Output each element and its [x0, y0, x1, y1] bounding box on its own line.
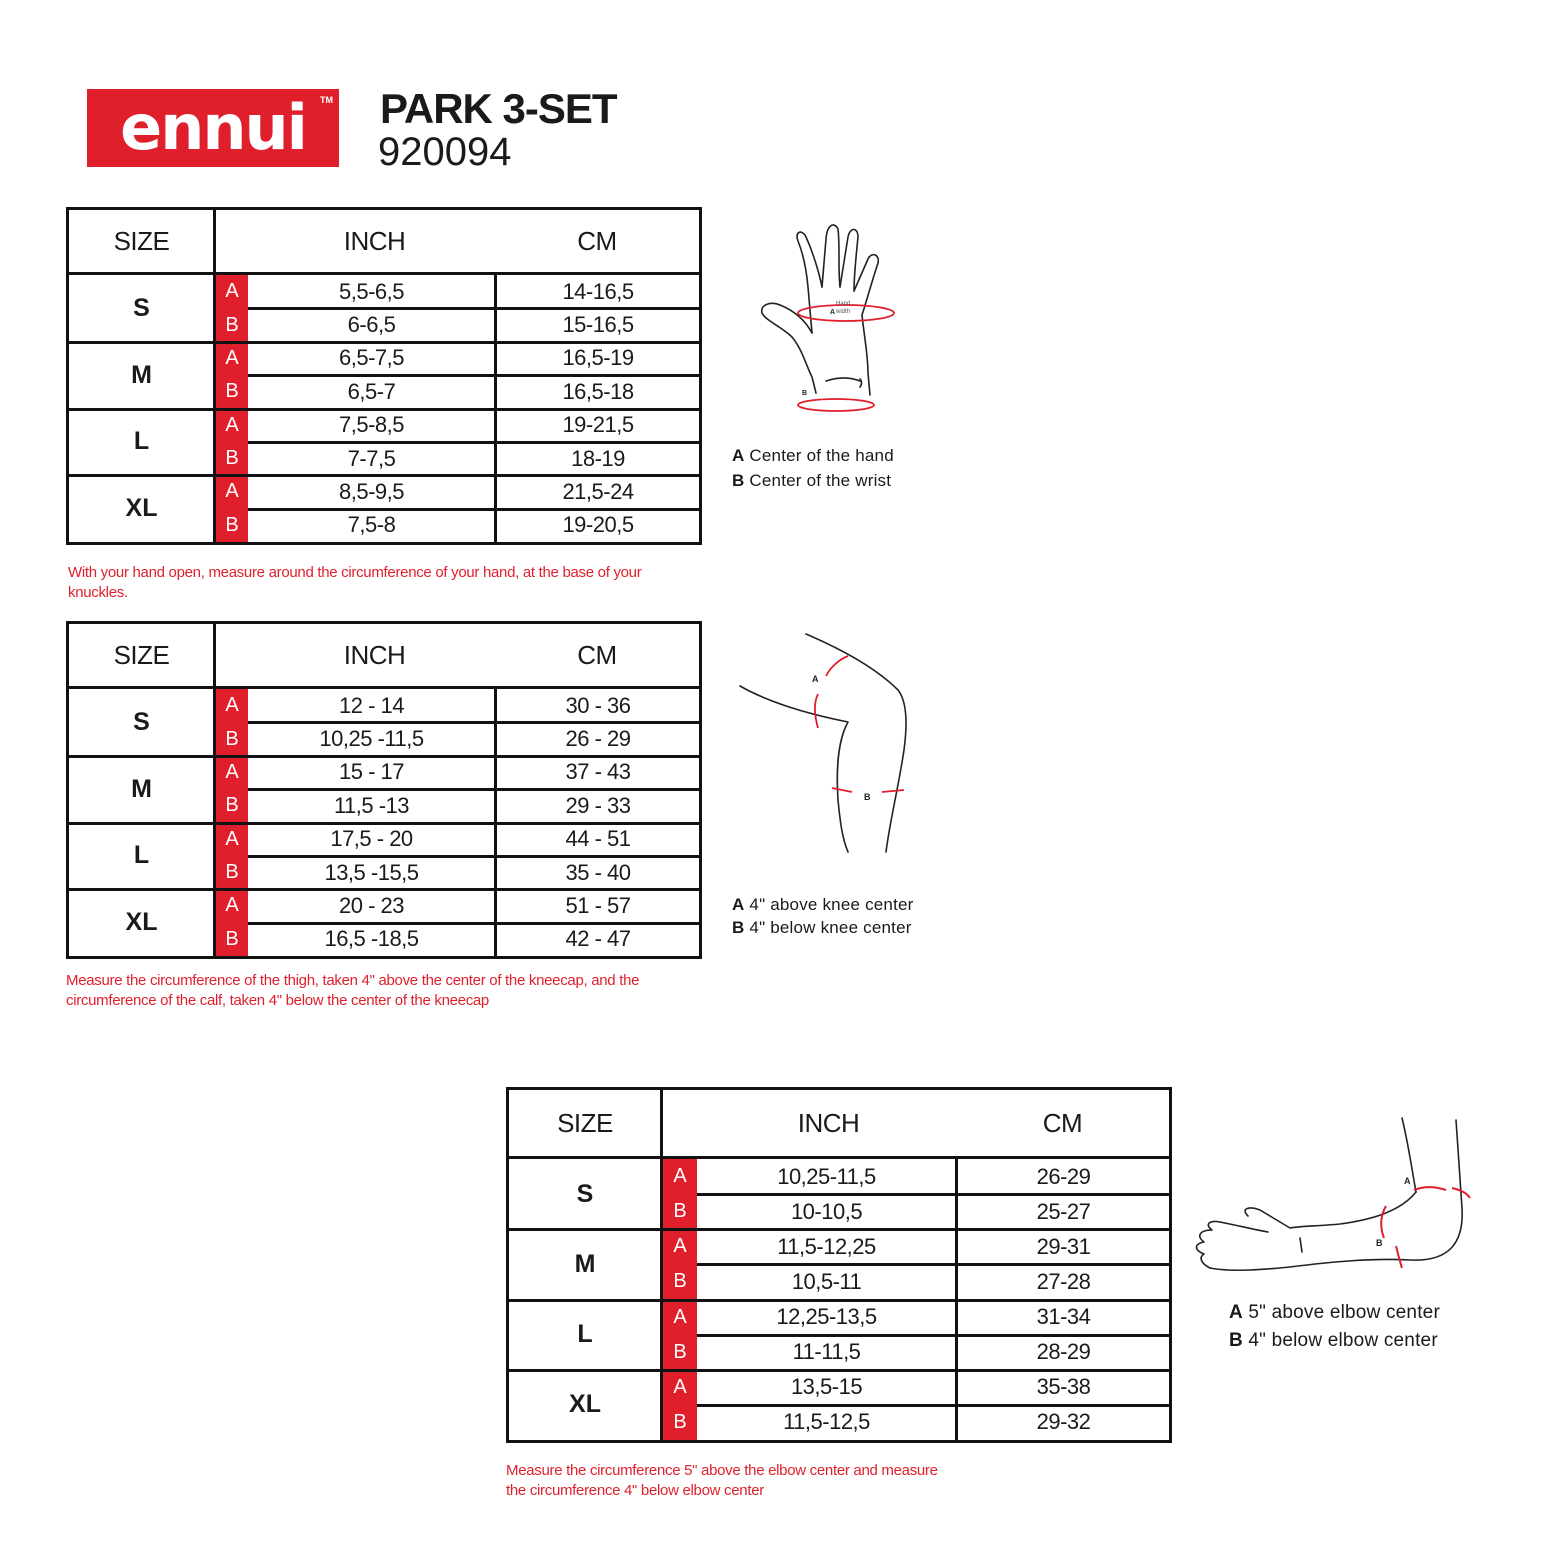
inch-value-b: 7-7,5 [347, 445, 396, 471]
inch-value-a: 5,5-6,5 [339, 278, 404, 304]
glove-legend [732, 443, 894, 493]
measure-key-b: B [673, 1270, 687, 1293]
knee-illustration [738, 630, 918, 855]
inch-value-b: 10,5-11 [791, 1268, 862, 1294]
header-inch: INCH [343, 225, 406, 256]
hand-text-label-1: Hand [836, 301, 851, 307]
elbow-measure-note: Measure the circumference 5" above the elbow center and measure the circumference 4" below elbow center [506, 1462, 938, 1499]
size-label: M [131, 774, 152, 803]
size-label: M [574, 1249, 596, 1278]
inch-value-a: 6,5-7,5 [339, 345, 404, 371]
hand-text-label-2: width [836, 309, 851, 315]
header-cm: CM [577, 639, 617, 670]
size-label: M [131, 360, 152, 389]
legend-item-b: B 4" below elbow center [1229, 1330, 1438, 1351]
hand-wrist-illustration [750, 215, 910, 420]
inch-value-a: 11,5-12,25 [777, 1233, 876, 1259]
size-label: S [576, 1179, 594, 1208]
measure-key-a: A [673, 1305, 687, 1328]
row-divider [248, 508, 699, 511]
inch-value-b: 11,5-12,5 [783, 1409, 870, 1435]
inch-value-a: 12,25-13,5 [776, 1304, 877, 1330]
inch-value-a: 7,5-8,5 [339, 412, 404, 438]
measure-key-b: B [225, 380, 239, 403]
measure-key-b: B [673, 1200, 687, 1223]
measure-key-a: A [673, 1235, 687, 1258]
cm-value-a: 51 - 57 [565, 892, 631, 918]
inch-value-b: 6,5-7 [347, 378, 396, 404]
inch-value-a: 10,25-11,5 [777, 1163, 876, 1189]
measure-key-a: A [673, 1375, 687, 1398]
inch-value-a: 17,5 - 20 [330, 826, 413, 852]
cm-value-a: 21,5-24 [562, 478, 634, 504]
size-label: L [133, 427, 150, 456]
hand-label-a: A [830, 309, 836, 316]
measure-key-b: B [673, 1410, 687, 1433]
cm-value-b: 26 - 29 [565, 726, 631, 752]
size-label: S [133, 293, 150, 322]
cm-value-a: 26-29 [1036, 1163, 1091, 1189]
cm-value-b: 28-29 [1036, 1339, 1091, 1365]
inch-value-a: 15 - 17 [339, 759, 404, 785]
measure-key-b: B [225, 513, 239, 536]
row-divider [248, 788, 699, 791]
inch-value-b: 11-11,5 [792, 1339, 861, 1365]
measure-key-a: A [673, 1165, 687, 1188]
cm-value-b: 18-19 [571, 445, 625, 471]
inch-value-a: 13,5-15 [790, 1374, 863, 1400]
row-divider [697, 1404, 1169, 1407]
cm-value-a: 37 - 43 [565, 759, 631, 785]
row-divider [248, 922, 699, 925]
measure-key-b: B [225, 927, 239, 950]
measure-key-a: A [225, 480, 239, 503]
size-label: XL [125, 494, 158, 523]
table-header [69, 210, 699, 275]
measure-key-b: B [225, 727, 239, 750]
product-code: 920094 [378, 130, 512, 174]
glove-measure-note: With your hand open, measure around the circumference of your hand, at the base of your knuckles. [68, 564, 642, 601]
inch-value-b: 16,5 -18,5 [324, 926, 419, 952]
product-title: PARK 3-SET [380, 85, 617, 132]
table-header [69, 624, 699, 689]
header-size: SIZE [557, 1107, 613, 1138]
measure-key-a: A [225, 346, 239, 369]
cm-value-a: 35-38 [1036, 1374, 1091, 1400]
trademark-mark: TM [320, 95, 333, 105]
cm-value-a: 29-31 [1036, 1233, 1091, 1259]
measure-key-b: B [225, 794, 239, 817]
inch-value-b: 7,5-8 [347, 512, 396, 538]
elbow-legend [1229, 1299, 1440, 1355]
cm-value-b: 25-27 [1036, 1198, 1091, 1224]
knee-label-a: A [812, 674, 819, 684]
measure-key-a: A [225, 894, 239, 917]
inch-value-a: 8,5-9,5 [339, 478, 404, 504]
row-divider [248, 855, 699, 858]
measure-key-a: A [225, 827, 239, 850]
header-inch: INCH [343, 639, 406, 670]
header-size: SIZE [113, 225, 170, 256]
legend-item-a: A Center of the hand [732, 446, 894, 465]
inch-value-a: 20 - 23 [339, 892, 404, 918]
elbow-label-b: B [1376, 1238, 1383, 1248]
cm-value-b: 27-28 [1036, 1268, 1091, 1294]
inch-value-b: 10-10,5 [790, 1198, 863, 1224]
size-label: XL [569, 1390, 601, 1419]
header-inch: INCH [797, 1107, 860, 1138]
cm-value-a: 16,5-19 [562, 345, 634, 371]
elbow-size-table [506, 1087, 1172, 1443]
size-label: L [133, 841, 150, 870]
cm-value-b: 35 - 40 [565, 859, 631, 885]
table-header [509, 1090, 1169, 1159]
cm-value-b: 29 - 33 [565, 792, 631, 818]
cm-value-a: 14-16,5 [562, 278, 634, 304]
brand-logo [87, 89, 339, 167]
cm-value-b: 16,5-18 [562, 378, 634, 404]
knee-legend [732, 893, 914, 939]
measure-key-b: B [225, 861, 239, 884]
measure-key-b: B [225, 447, 239, 470]
measure-key-a: A [225, 760, 239, 783]
size-label: L [577, 1320, 593, 1349]
cm-value-a: 31-34 [1036, 1304, 1091, 1330]
row-divider [248, 307, 699, 310]
cm-value-a: 19-21,5 [562, 412, 634, 438]
legend-item-a: A 5" above elbow center [1229, 1302, 1440, 1323]
brand-logo-text: ennui [120, 91, 306, 164]
cm-value-b: 29-32 [1036, 1409, 1091, 1435]
row-divider [248, 374, 699, 377]
measure-key-a: A [225, 280, 239, 303]
wrist-label-b: B [802, 390, 808, 397]
legend-item-b: B 4" below knee center [732, 918, 912, 937]
inch-value-b: 13,5 -15,5 [324, 859, 419, 885]
cm-value-b: 19-20,5 [562, 512, 634, 538]
elbow-arm-illustration [1190, 1112, 1480, 1277]
header-cm: CM [577, 225, 617, 256]
row-divider [697, 1193, 1169, 1196]
cm-value-a: 30 - 36 [565, 692, 631, 718]
cm-value-b: 42 - 47 [565, 926, 631, 952]
header-cm: CM [1042, 1107, 1083, 1138]
legend-item-a: A 4" above knee center [732, 895, 914, 914]
row-divider [697, 1263, 1169, 1266]
header-size: SIZE [113, 639, 170, 670]
elbow-label-a: A [1404, 1176, 1411, 1186]
measure-key-a: A [225, 413, 239, 436]
measure-key-a: A [225, 694, 239, 717]
cm-value-a: 44 - 51 [565, 826, 631, 852]
cm-value-b: 15-16,5 [562, 312, 634, 338]
legend-item-b: B Center of the wrist [732, 471, 892, 490]
glove-size-table [66, 207, 702, 545]
inch-value-b: 10,25 -11,5 [319, 726, 424, 752]
knee-size-table [66, 621, 702, 959]
inch-value-a: 12 - 14 [339, 692, 404, 718]
size-label: XL [125, 908, 158, 937]
inch-value-b: 6-6,5 [347, 312, 396, 338]
measure-key-b: B [673, 1340, 687, 1363]
row-divider [248, 721, 699, 724]
knee-label-b: B [864, 792, 871, 802]
inch-value-b: 11,5 -13 [333, 792, 410, 818]
measure-key-b: B [225, 313, 239, 336]
row-divider [248, 441, 699, 444]
knee-measure-note: Measure the circumference of the thigh, taken 4" above the center of the kneecap, and the circumference of the calf, taken 4" below the center of the kneecap [66, 972, 640, 1009]
row-divider [697, 1334, 1169, 1337]
size-label: S [133, 707, 150, 736]
